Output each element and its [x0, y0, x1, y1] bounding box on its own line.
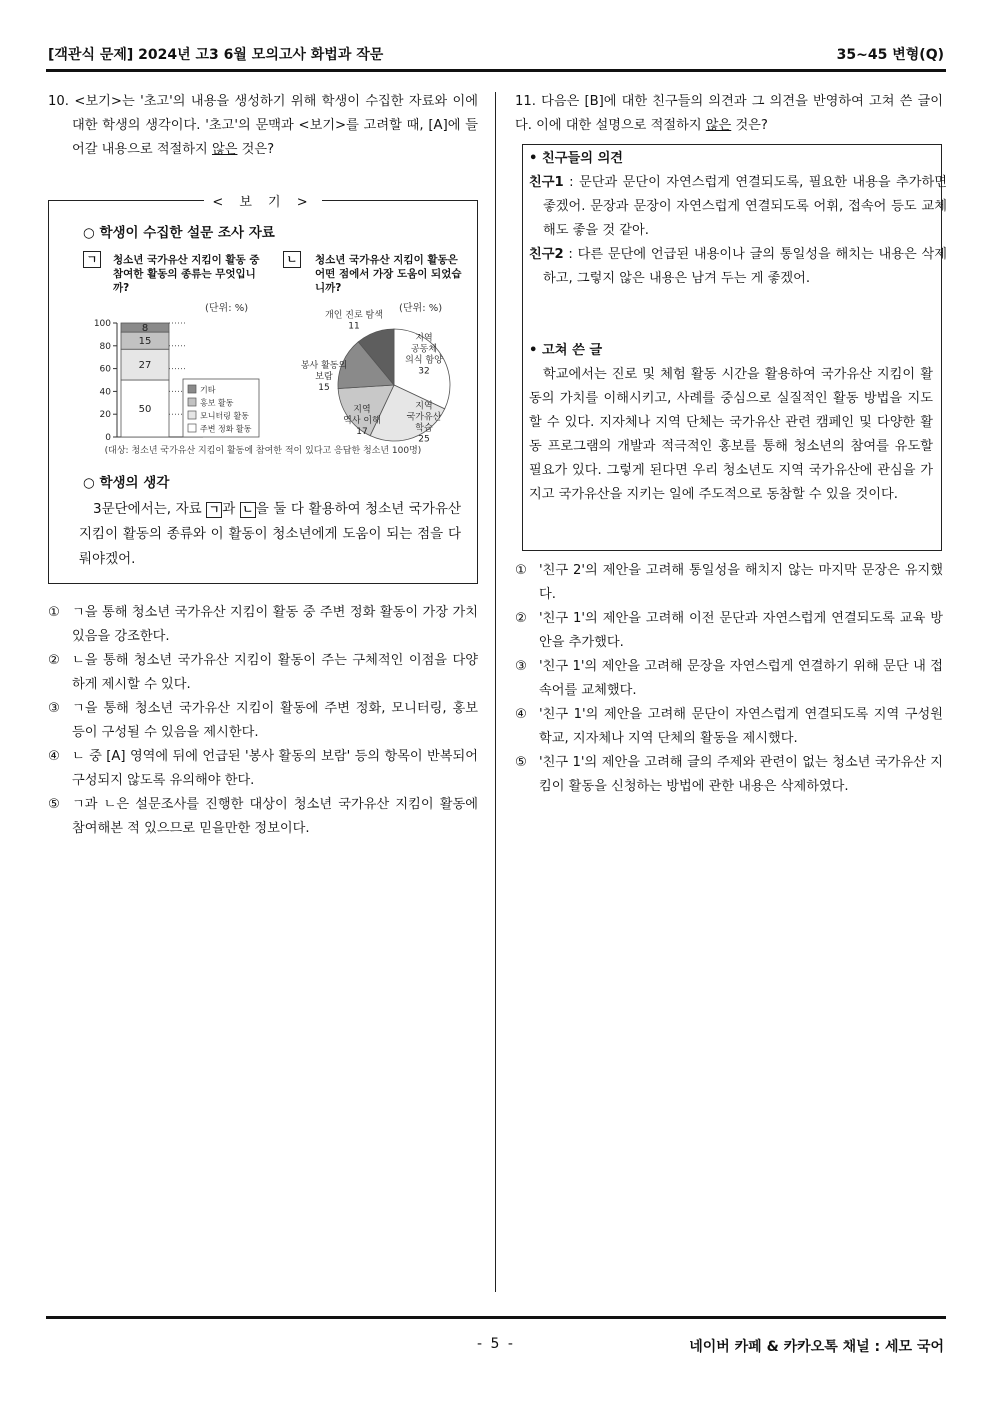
question-10	[48, 90, 478, 162]
question-10-stem-end: 것은?	[237, 142, 275, 157]
q11-option-5[interactable]	[515, 751, 943, 799]
legend-label: 홍보 활동	[200, 398, 234, 408]
pie-slice-label: 개인 진로 탐색	[325, 310, 383, 321]
y-tick-label: 40	[99, 387, 111, 398]
pie-value-label: 17	[356, 427, 368, 437]
option-text: '친구 2'의 제안을 고려해 통일성을 해치지 않는 마지막 문장은 유지했다.	[539, 563, 943, 602]
question-11-stem	[515, 90, 943, 138]
pie-slice-label: 지역	[353, 405, 371, 415]
q10-option-5[interactable]	[48, 793, 478, 841]
student-thought	[79, 497, 461, 572]
pie-slice-label: 보람	[315, 372, 333, 382]
q11-option-1[interactable]	[515, 559, 943, 607]
option-marker: ⑤	[515, 755, 527, 770]
legend-label: 기타	[200, 385, 216, 395]
question-11-stem-underline: 않은	[705, 118, 732, 133]
revised-text: 학교에서는 진로 및 체험 활동 시간을 활용하여 국가유산 지킴이 활동의 가치를 이해시키고, 사례를 중심으로 실질적인 활동 방법을 지도할 수 있다. 지자체나 지역 단체는 국가유산 관련 캠페인 및 다양한 활동 프로그램의 개발과 적극적인 홍보를 통해 청소년의 참여를 유도할 필요가 있다. 그렇게 된다면 우리 청소년도 지역 국가유산에 관심을 가지고 국가유산을 지키는 일에 주도적으로 동참할 수 있을 것이다.	[529, 367, 933, 502]
thought-text-3: 을 둘 다 활용하여 청소년 국가유산 지킴이 활동의 종류와 이 활동이 청소년에게 도움이 되는 점을 다뤄야겠어.	[79, 501, 461, 567]
thought-text-1: 3문단에서는, 자료	[93, 501, 207, 517]
q10-option-2[interactable]	[48, 649, 478, 697]
header-range: 35~45 변형(Q)	[836, 47, 944, 63]
bogi-box	[48, 200, 478, 584]
legend-label: 주변 정화 활동	[200, 424, 252, 434]
source-note: (대상: 청소년 국가유산 지킴이 활동에 참여한 적이 있다고 응답한 청소년 100명)	[104, 446, 422, 456]
opinions-heading: • 친구들의 의견	[529, 151, 624, 166]
survey-heading: ○ 학생이 수집한 설문 조사 자료	[83, 225, 275, 241]
option-text: ㄱ과 ㄴ은 설문조사를 진행한 대상이 청소년 국가유산 지킴이 활동에 참여해본 적 있으므로 믿을만한 정보이다.	[72, 797, 478, 836]
legend-label: 모니터링 활동	[200, 411, 249, 421]
pie-value-label: 11	[348, 321, 360, 332]
chart-a-mark: ㄱ	[83, 251, 101, 268]
question-10-stem	[48, 90, 478, 162]
chart-b-title: 청소년 국가유산 지킴이 활동은 어떤 점에서 가장 도움이 되었습니까?	[315, 254, 462, 294]
option-text: ㄴ 중 [A] 영역에 뒤에 언급된 '봉사 활동의 보람' 등의 항목이 반복되어 구성되지 않도록 유의해야 한다.	[72, 749, 478, 788]
question-11-number: 11.	[515, 94, 536, 109]
thought-mark-b: ㄴ	[240, 502, 256, 518]
option-text: '친구 1'의 제안을 고려해 문장을 자연스럽게 연결하기 위해 문단 내 접속어를 교체했다.	[539, 659, 943, 698]
footer-credit: 네이버 카페 & 카카오톡 채널 : 세모 국어	[689, 1339, 944, 1355]
option-text: ㄴ을 통해 청소년 국가유산 지킴이 활동이 주는 구체적인 이점을 다양하게 제시할 수 있다.	[72, 653, 478, 692]
option-marker: ⑤	[48, 797, 60, 812]
question-10-options	[48, 601, 478, 841]
pie-slice-label: 의식 함양	[405, 355, 443, 366]
pie-slice-label: 지역	[415, 401, 433, 412]
pie-value-label: 32	[418, 366, 430, 377]
pie-slice-label: 역사 이해	[343, 416, 381, 426]
pie-slice-label: 지역	[415, 333, 433, 344]
question-10-stem-text: <보기>는 '초고'의 내용을 생성하기 위해 학생이 수집한 자료와 이에 대한 학생의 생각이다. '초고'의 문맥과 <보기>를 고려할 때, [A]에 들어갈 내용으로 적절하지	[72, 94, 478, 157]
column-divider	[495, 92, 496, 1292]
option-marker: ③	[48, 701, 60, 716]
legend-swatch	[188, 411, 196, 419]
q11-option-4[interactable]	[515, 703, 943, 751]
q10-option-1[interactable]	[48, 601, 478, 649]
chart-b-unit: (단위: %)	[399, 303, 443, 314]
option-marker: ①	[48, 605, 60, 620]
bar-value-label: 27	[138, 360, 152, 372]
question-11-stem-text: 다음은 [B]에 대한 친구들의 의견과 그 의견을 반영하여 고쳐 쓴 글이다. 이에 대한 설명으로 적절하지	[515, 94, 943, 133]
page-number: - 5 -	[477, 1336, 515, 1352]
thought-heading: ○ 학생의 생각	[83, 475, 170, 491]
option-marker: ③	[515, 659, 527, 674]
friend1-text: : 문단과 문단이 자연스럽게 연결되도록, 필요한 내용을 추가하면 좋겠어. 문장과 문장이 자연스럽게 연결되도록 어휘, 접속어 등도 교체해도 좋을 것 같아.	[543, 175, 947, 238]
thought-text-2: 과	[222, 501, 240, 517]
legend-swatch	[188, 385, 196, 393]
q10-option-4[interactable]	[48, 745, 478, 793]
thought-mark-a: ㄱ	[206, 502, 222, 518]
option-text: '친구 1'의 제안을 고려해 이전 문단과 자연스럽게 연결되도록 교육 방안을 추가했다.	[539, 611, 943, 650]
q11-option-2[interactable]	[515, 607, 943, 655]
q11-option-3[interactable]	[515, 655, 943, 703]
legend-swatch	[188, 424, 196, 432]
option-text: '친구 1'의 제안을 고려해 글의 주제와 관련이 없는 청소년 국가유산 지킴이 활동을 신청하는 방법에 관한 내용은 삭제하였다.	[539, 755, 943, 794]
friend2-opinion	[529, 243, 947, 291]
pie-slice-label: 공동체	[410, 344, 438, 355]
option-marker: ②	[515, 611, 527, 626]
friend2-label: 친구2	[529, 247, 564, 262]
option-marker: ④	[515, 707, 527, 722]
option-text: ㄱ을 통해 청소년 국가유산 지킴이 활동에 주변 정화, 모니터링, 홍보 등이 구성될 수 있음을 제시한다.	[72, 701, 478, 740]
friend2-text: : 다른 문단에 언급된 내용이나 글의 통일성을 해치는 내용은 삭제하고, 그렇지 않은 내용은 남겨 두는 게 좋겠어.	[543, 247, 947, 286]
chart-a-title: 청소년 국가유산 지킴이 활동 중 참여한 활동의 종류는 무엇입니까?	[113, 254, 260, 294]
pie-slice-label: 봉사 활동의	[300, 361, 348, 371]
revised-heading: • 고쳐 쓴 글	[529, 343, 603, 358]
question-11-options	[515, 559, 943, 799]
header-rule	[46, 69, 946, 72]
bar-value-label: 8	[141, 323, 149, 335]
revision-box	[522, 144, 947, 551]
legend-swatch	[188, 398, 196, 406]
bar-value-label: 50	[138, 404, 152, 415]
bogi-title-text: < 보 기 >	[204, 195, 321, 210]
pie-value-label: 25	[418, 434, 430, 445]
friend1-label: 친구1	[529, 175, 564, 190]
y-tick-label: 80	[99, 341, 111, 352]
question-10-stem-underline: 않은	[211, 142, 238, 157]
option-marker: ④	[48, 749, 60, 764]
chart-a-unit: (단위: %)	[205, 303, 249, 314]
option-text: '친구 1'의 제안을 고려해 문단이 자연스럽게 연결되도록 지역 구성원 학교, 지자체나 지역 단체의 활동을 제시했다.	[539, 707, 943, 746]
y-tick-label: 20	[99, 410, 111, 421]
footer-rule	[46, 1316, 946, 1319]
option-text: ㄱ을 통해 청소년 국가유산 지킴이 활동 중 주변 정화 활동이 가장 가치 있음을 강조한다.	[72, 605, 478, 644]
question-10-number: 10.	[48, 94, 69, 109]
y-tick-label: 60	[99, 364, 111, 375]
bar-value-label: 15	[138, 336, 152, 348]
option-marker: ①	[515, 563, 527, 578]
pie-slice-label: 국가유산	[406, 412, 442, 423]
question-11-stem-end: 것은?	[731, 118, 768, 133]
option-marker: ②	[48, 653, 60, 668]
pie-value-label: 15	[318, 383, 330, 393]
q10-option-3[interactable]	[48, 697, 478, 745]
bogi-title	[48, 191, 478, 210]
chart-b-mark: ㄴ	[283, 251, 301, 268]
y-tick-label: 0	[105, 433, 111, 443]
header-title: [객관식 문제] 2024년 고3 6월 모의고사 화법과 작문	[48, 47, 384, 63]
pie-slice-label: 학습	[415, 423, 433, 434]
friend1-opinion	[529, 171, 947, 243]
y-tick-label: 100	[93, 319, 111, 329]
question-11	[515, 90, 943, 138]
